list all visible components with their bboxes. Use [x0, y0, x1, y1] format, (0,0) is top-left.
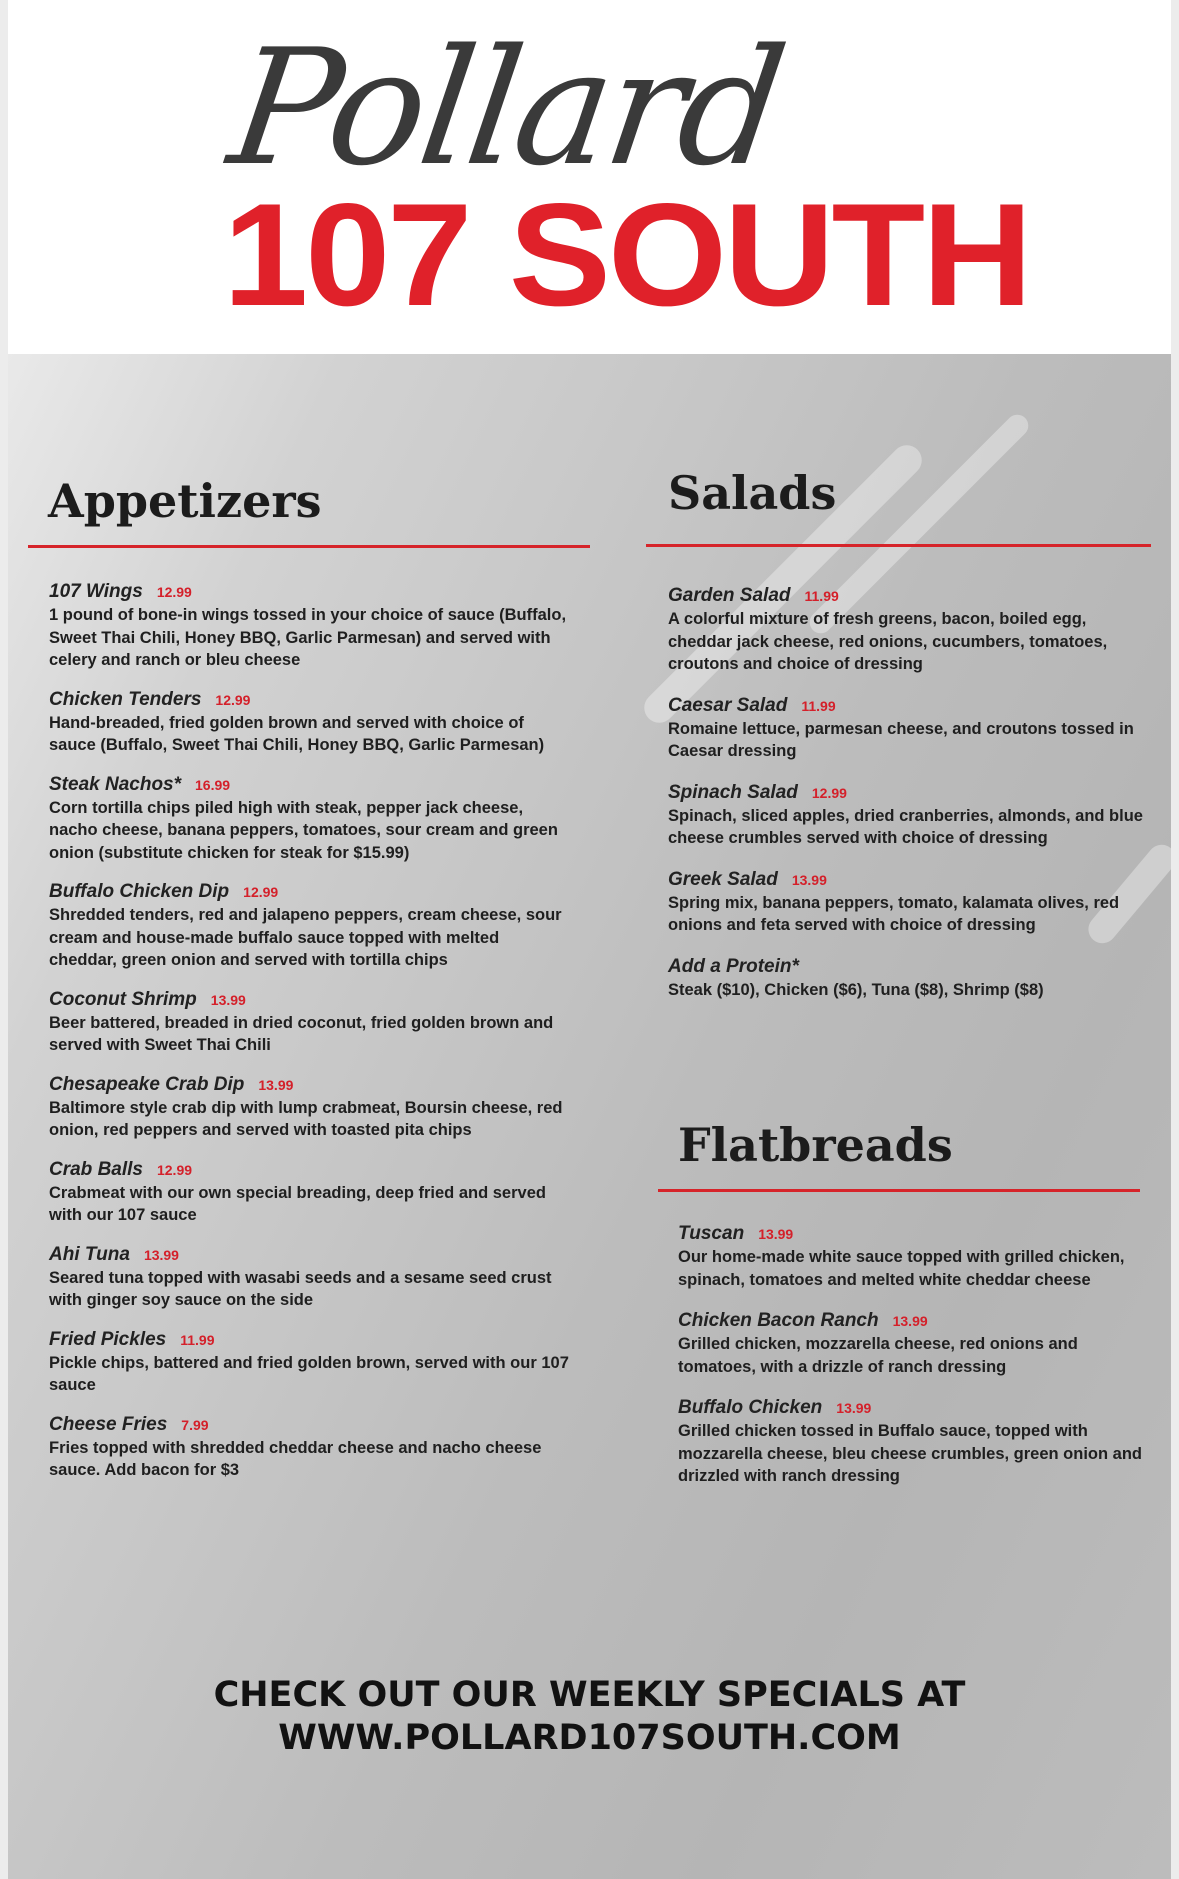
- item-description: Beer battered, breaded in dried coconut, fried golden brown and served with Sweet Thai Chili: [49, 1013, 554, 1054]
- item-description: A colorful mixture of fresh greens, bacon, boiled egg, cheddar jack cheese, red onions, cucumbers, tomatoes, croutons and choice of dressing: [668, 610, 1108, 673]
- item-price: 13.99: [758, 1226, 794, 1242]
- item-price: 13.99: [836, 1400, 872, 1416]
- menu-item: [49, 1073, 569, 1142]
- item-name: Spinach Salad: [668, 781, 798, 803]
- item-price: 13.99: [210, 991, 246, 1008]
- item-price: 12.99: [243, 884, 279, 900]
- item-price: 13.99: [791, 871, 827, 888]
- item-name: Tuscan: [678, 1223, 745, 1244]
- item-name: Fried Pickles: [49, 1328, 167, 1350]
- item-description: Baltimore style crab dip with lump crabmeat, Boursin cheese, red onion, red peppers and served with toasted pita chips: [49, 1098, 563, 1139]
- flatbread-list: [678, 1222, 1148, 1488]
- item-description: Spinach, sliced apples, dried cranberries, almonds, and blue cheese crumbles served with choice of dressing: [668, 806, 1143, 847]
- item-price: 11.99: [801, 697, 836, 714]
- item-name: Ahi Tuna: [49, 1243, 130, 1265]
- menu-item: [49, 580, 569, 672]
- menu-item: [668, 781, 1148, 850]
- menu-item: [678, 1396, 1148, 1488]
- section-title-salads: Salads: [668, 466, 837, 520]
- footer-callout: [8, 1674, 1171, 1760]
- section-title-appetizers: Appetizers: [48, 474, 322, 528]
- item-description: Grilled chicken tossed in Buffalo sauce, topped with mozzarella cheese, bleu cheese crumbles, green onion and drizzled with ranch dressing: [678, 1422, 1142, 1485]
- item-name: Crab Balls: [49, 1158, 143, 1180]
- item-price: 13.99: [258, 1076, 294, 1093]
- menu-item: [49, 880, 569, 972]
- menu-item: [668, 955, 1148, 1002]
- website-link[interactable]: WWW.POLLARD107SOUTH.COM: [278, 1718, 901, 1758]
- item-description: Our home-made white sauce topped with grilled chicken, spinach, tomatoes and melted white cheddar cheese: [678, 1248, 1125, 1289]
- section-title-flatbreads: Flatbreads: [678, 1118, 953, 1172]
- salad-list: [668, 584, 1148, 1001]
- menu-item: [49, 1158, 569, 1227]
- header: [8, 0, 1171, 354]
- footer-line-1: CHECK OUT OUR WEEKLY SPECIALS AT: [213, 1675, 966, 1715]
- page-edge-left: [0, 0, 8, 1879]
- menu-body: [8, 354, 1171, 1879]
- page-edge-right: [1171, 0, 1179, 1879]
- item-name: 107 Wings: [49, 581, 143, 602]
- item-description: Shredded tenders, red and jalapeno peppers, cream cheese, sour cream and house-made buffalo sauce topped with melted cheddar, green onion and served with tortilla chips: [49, 906, 562, 969]
- item-name: Garden Salad: [668, 585, 791, 606]
- menu-item: [49, 988, 569, 1057]
- item-name: Caesar Salad: [668, 694, 788, 716]
- divider-salads: [646, 544, 1151, 547]
- menu-item: [49, 1413, 569, 1482]
- menu-item: [668, 584, 1148, 676]
- item-price: 13.99: [892, 1313, 928, 1329]
- item-price: 12.99: [156, 1161, 193, 1178]
- item-name: Add a Protein*: [668, 955, 799, 977]
- item-description: Romaine lettuce, parmesan cheese, and croutons tossed in Caesar dressing: [668, 719, 1134, 760]
- menu-item: [49, 1243, 569, 1312]
- item-name: Chicken Bacon Ranch: [678, 1310, 879, 1331]
- item-description: Seared tuna topped with wasabi seeds and a sesame seed crust with ginger soy sauce on the side: [49, 1268, 552, 1309]
- menu-item: [49, 1328, 569, 1397]
- item-price: 12.99: [156, 584, 192, 600]
- item-price: 16.99: [195, 776, 231, 793]
- item-name: Buffalo Chicken Dip: [49, 881, 230, 902]
- item-name: Steak Nachos*: [49, 773, 182, 795]
- menu-item: [668, 868, 1148, 937]
- item-price: 13.99: [143, 1246, 179, 1263]
- item-description: 1 pound of bone-in wings tossed in your choice of sauce (Buffalo, Sweet Thai Chili, Honey BBQ, Garlic Parmesan) and served with celery and ranch or bleu cheese: [49, 606, 567, 669]
- logo-main: 107 SOUTH: [223, 173, 1030, 336]
- item-name: Chesapeake Crab Dip: [49, 1073, 245, 1095]
- item-name: Coconut Shrimp: [49, 988, 197, 1010]
- item-description: Hand-breaded, fried golden brown and served with choice of sauce (Buffalo, Sweet Thai Chili, Honey BBQ, Garlic Parmesan): [49, 713, 545, 754]
- divider-flatbreads: [658, 1189, 1140, 1192]
- item-description: Grilled chicken, mozzarella cheese, red onions and tomatoes, with a drizzle of ranch dressing: [678, 1335, 1078, 1376]
- item-price: 7.99: [181, 1416, 209, 1433]
- item-description: Corn tortilla chips piled high with steak, pepper jack cheese, nacho cheese, banana peppers, tomatoes, sour cream and green onion (substitute chicken for steak for $15.99): [49, 798, 558, 862]
- item-name: Chicken Tenders: [49, 688, 202, 710]
- item-price: 11.99: [804, 588, 839, 604]
- appetizer-list: [49, 580, 569, 1482]
- divider-appetizers: [28, 545, 590, 548]
- item-description: Steak ($10), Chicken ($6), Tuna ($8), Shrimp ($8): [668, 980, 1044, 999]
- item-description: Pickle chips, battered and fried golden brown, served with our 107 sauce: [49, 1353, 569, 1394]
- item-price: 11.99: [180, 1331, 215, 1348]
- menu-item: [49, 773, 569, 865]
- menu-item: [49, 688, 569, 757]
- item-price: 12.99: [215, 691, 251, 708]
- item-name: Buffalo Chicken: [678, 1397, 823, 1418]
- menu-item: [668, 694, 1148, 763]
- item-price: 12.99: [811, 784, 847, 801]
- logo-script: Pollard: [219, 14, 793, 201]
- item-name: Greek Salad: [668, 868, 778, 890]
- item-description: Spring mix, banana peppers, tomato, kalamata olives, red onions and feta served with choice of dressing: [668, 893, 1120, 934]
- menu-item: [678, 1309, 1148, 1378]
- item-name: Cheese Fries: [49, 1413, 168, 1435]
- item-description: Crabmeat with our own special breading, deep fried and served with our 107 sauce: [49, 1183, 546, 1224]
- item-description: Fries topped with shredded cheddar cheese and nacho cheese sauce. Add bacon for $3: [49, 1438, 542, 1479]
- menu-item: [678, 1222, 1148, 1291]
